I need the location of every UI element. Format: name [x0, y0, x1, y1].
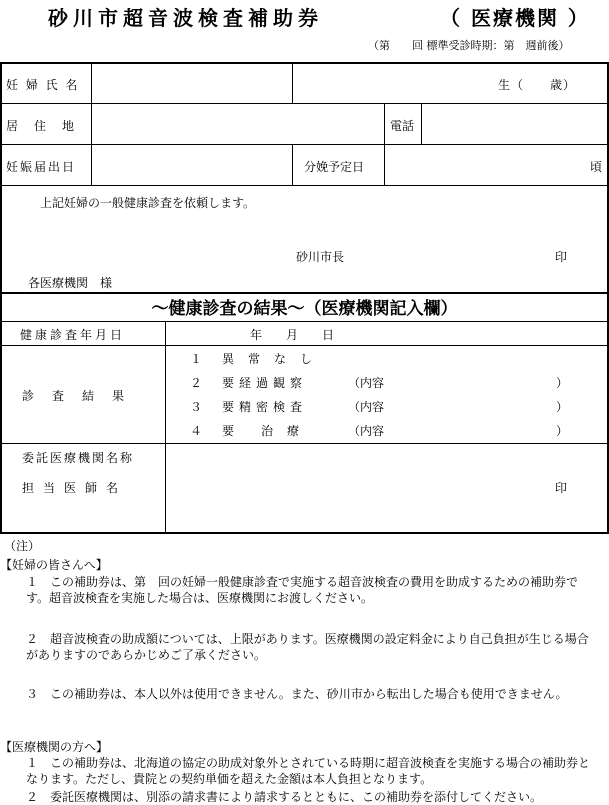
results-section-title: ～健康診査の結果～（医療機関記入欄）: [151, 299, 458, 319]
exam-date-field[interactable]: 年 月 日: [250, 328, 335, 342]
pregnant-note-3: ３ この補助券は、本人以外は使用できません。また、砂川市から転出した場合も使用できません。: [26, 687, 568, 701]
notes-heading: （注）: [4, 539, 41, 553]
document-subtitle: （ 医療機関 ）: [440, 6, 590, 30]
result-item-num: ４: [190, 424, 203, 438]
exam-date-label: 健康診査年月日: [20, 328, 126, 342]
address-label: 居 住 地: [6, 119, 77, 133]
address-field[interactable]: [98, 107, 378, 140]
result-item-close: ）: [556, 400, 569, 414]
name-field[interactable]: [98, 66, 288, 99]
result-item-num: ３: [190, 400, 203, 414]
due-date-label: 分娩予定日: [304, 160, 365, 174]
pregnancy-date-label: 妊娠届出日: [6, 160, 77, 174]
mayor-seal: 印: [555, 250, 568, 264]
due-suffix: 頃: [590, 160, 603, 174]
clinic-note-2: ２ 委託医療機関は、別添の請求書により請求するとともに、この補助券を添付してください。: [26, 790, 543, 804]
pregnant-note-1: １ この補助券は、第 回の妊婦一般健康診査で実施する超音波検査の費用を助成するための補助券です。超音波検査を実施した場合は、医療機関にお渡しください。: [26, 575, 579, 605]
age-label: 生（ 歳）: [498, 78, 577, 92]
result-item-note: （内容: [348, 400, 385, 414]
round-info: （第 回 標準受診時期：第 週前後）: [368, 39, 570, 52]
mayor-label: 砂川市長: [296, 250, 345, 264]
phone-field[interactable]: [426, 107, 602, 140]
document-title: 砂川市超音波検査補助券: [48, 6, 323, 30]
clinic-heading: 【医療機関の方へ】: [0, 740, 109, 754]
result-item-num: ２: [190, 376, 203, 390]
request-text: 上記妊婦の一般健康診査を依頼します。: [40, 196, 256, 210]
result-item-text[interactable]: 異 常 な し: [222, 352, 314, 366]
result-item-close: ）: [556, 376, 569, 390]
doctor-label: 担当医師名: [22, 481, 128, 495]
pregnancy-date-field[interactable]: [98, 148, 288, 181]
result-item-note: （内容: [348, 424, 385, 438]
clinic-note-1: １ この補助券は、北海道の協定の助成対象外とされている時期に超音波検査を実施する場合の補助券となります。ただし、貴院との契約単価を超えた金額は本人負担となります。: [26, 756, 591, 786]
result-label: 診 査 結 果: [22, 389, 128, 403]
result-item-text[interactable]: 要精密検査: [222, 400, 308, 414]
result-item-num: １: [190, 352, 203, 366]
result-item-text[interactable]: 要 治 療: [222, 424, 301, 438]
result-item-text[interactable]: 要経過観察: [222, 376, 308, 390]
doctor-field[interactable]: [170, 478, 540, 508]
addressee: 各医療機関 様: [28, 276, 113, 290]
institution-label: 委託医療機関名称: [22, 451, 135, 465]
pregnant-note-2: ２ 超音波検査の助成額については、上限があります。医療機関の設定料金により自己負担が生じる場合がありますのであらかじめご了承ください。: [26, 632, 589, 662]
name-label: 妊 婦 氏 名: [6, 78, 80, 92]
pregnant-heading: 【妊婦の皆さんへ】: [0, 558, 108, 572]
result-item-note: （内容: [348, 376, 385, 390]
institution-field[interactable]: [170, 447, 602, 477]
phone-label: 電話: [390, 119, 415, 133]
doctor-seal: 印: [555, 481, 568, 495]
result-item-close: ）: [556, 424, 569, 438]
